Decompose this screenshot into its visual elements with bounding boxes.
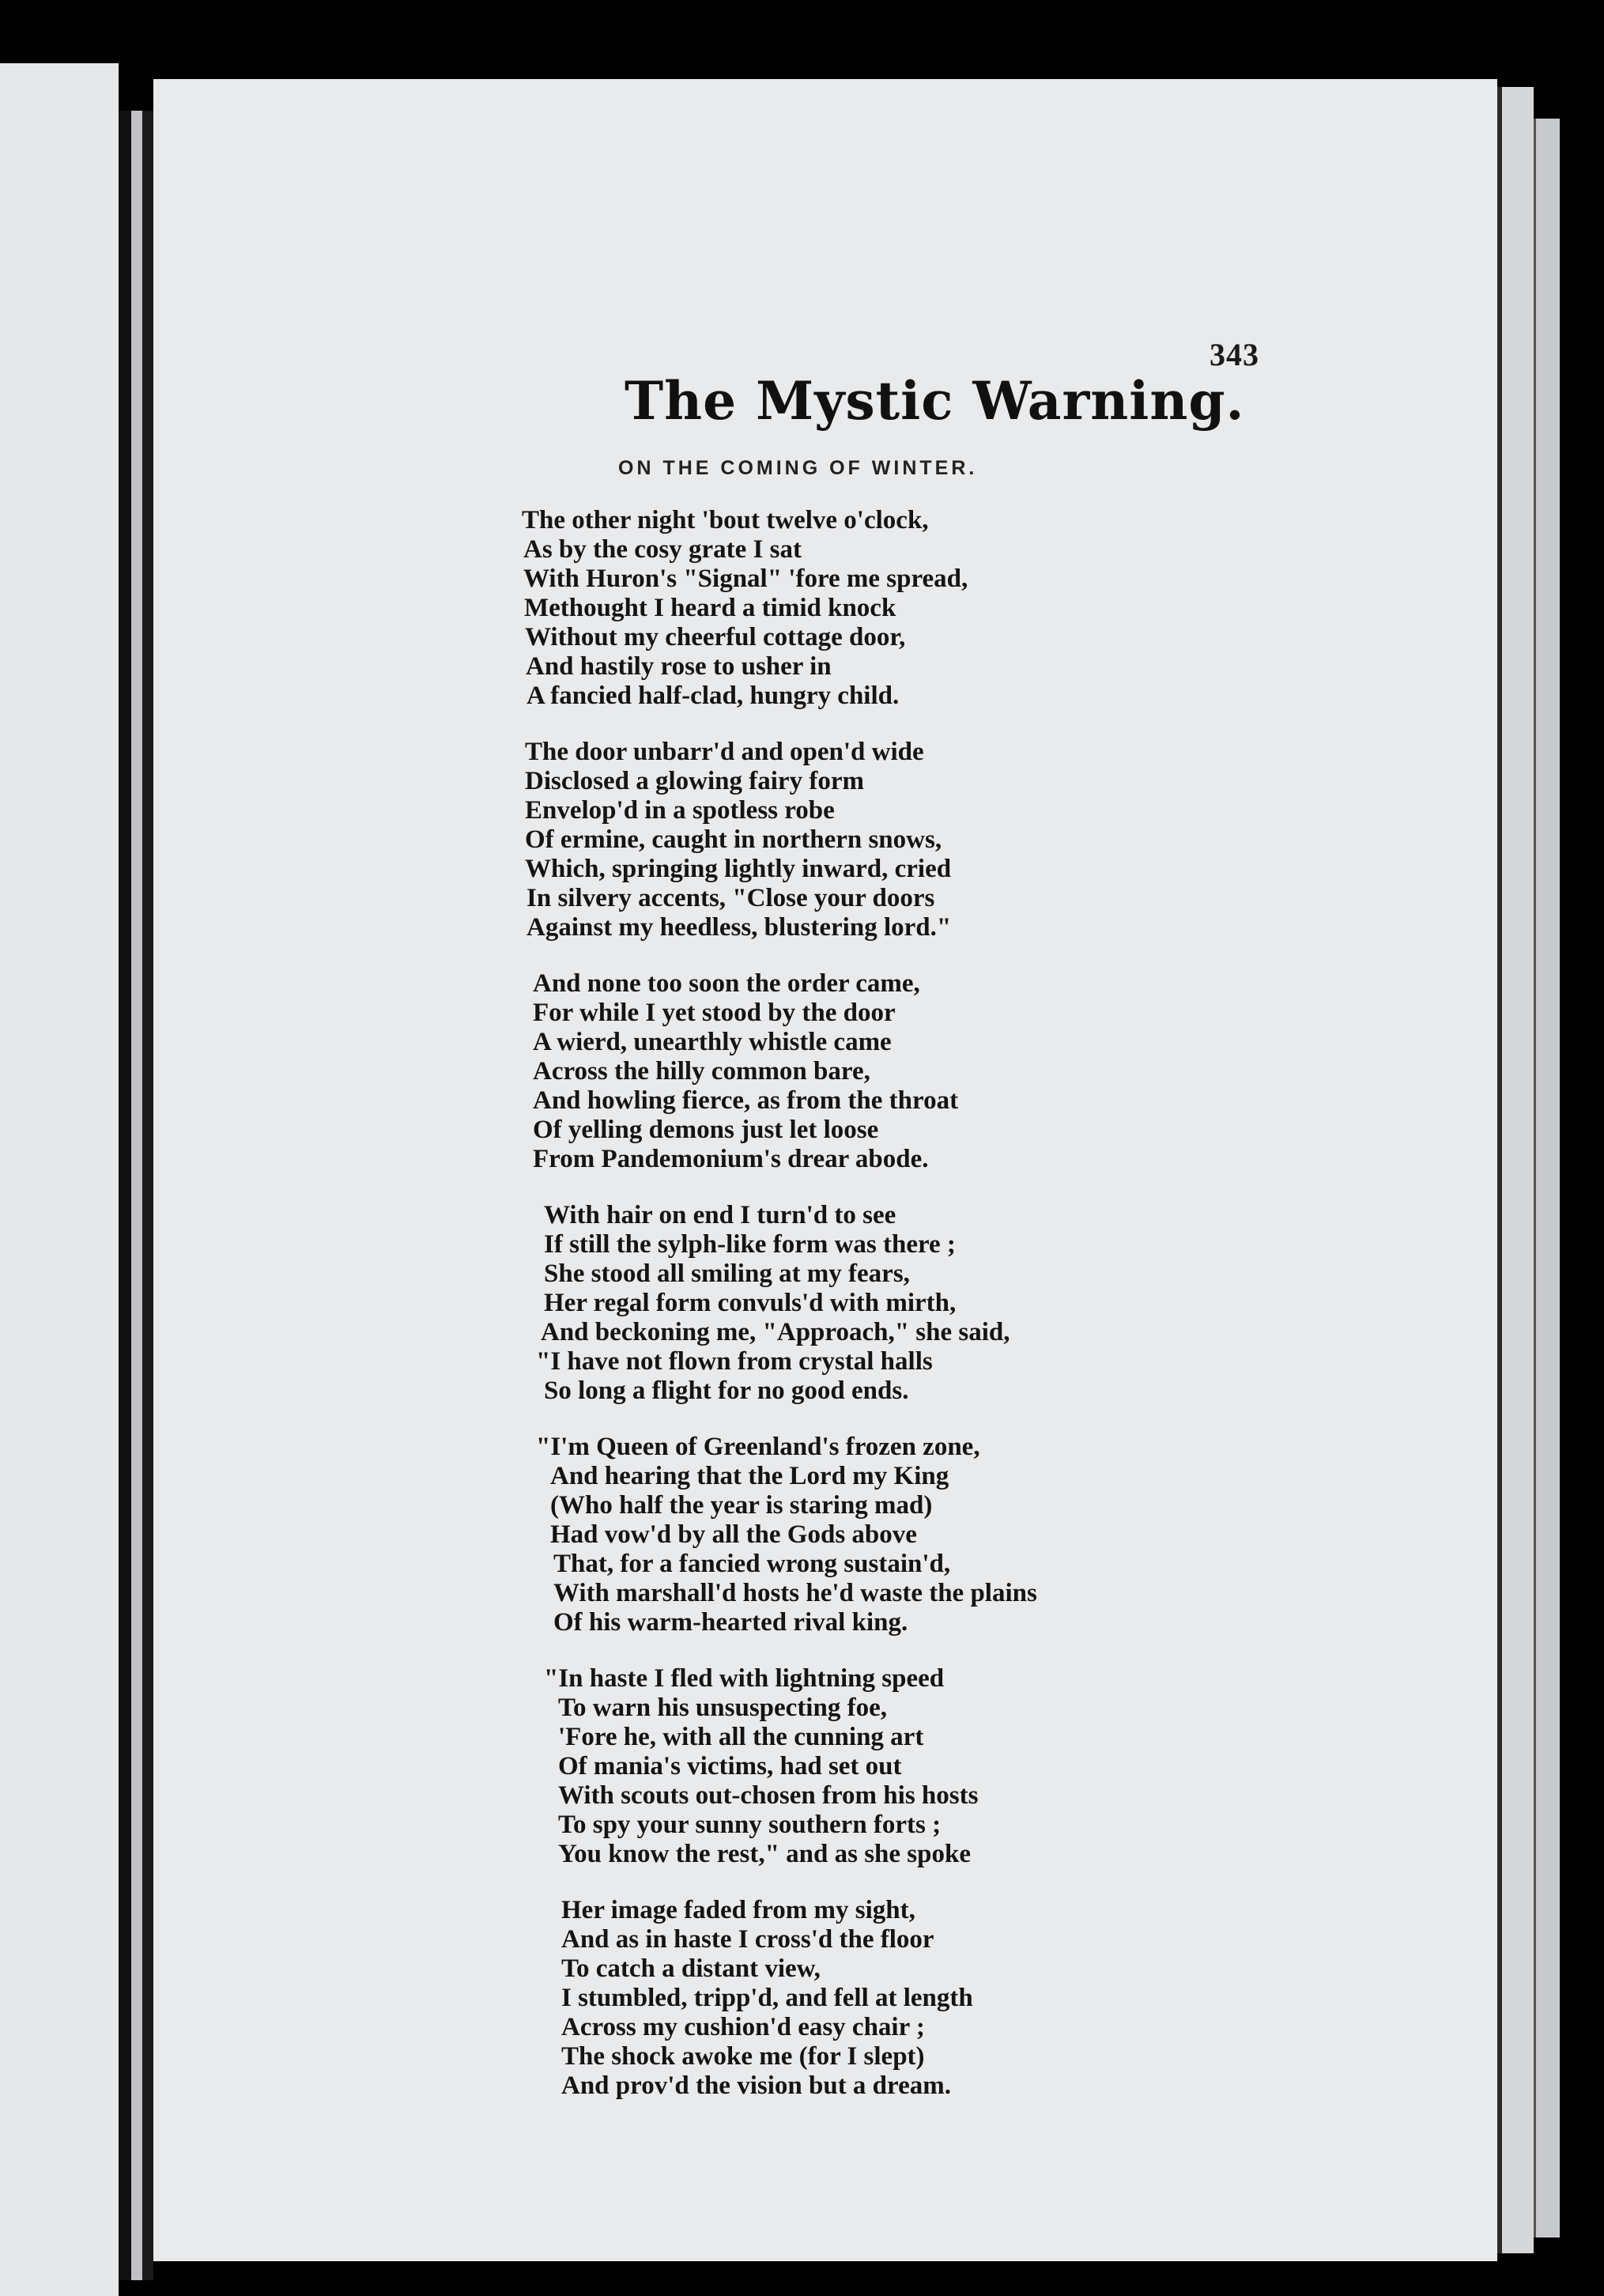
poem-line: With scouts out-chosen from his hosts [558,1781,979,1810]
poem-line: "I have not flown from crystal halls [536,1347,933,1376]
page-number: 343 [1210,337,1259,372]
poem-title: The Mystic Warning. [625,370,1245,432]
stanza [522,1664,1170,1869]
poem-subtitle: ON THE COMING OF WINTER. [618,457,978,479]
poem-line: A wierd, unearthly whistle came [533,1028,892,1056]
poem-line: And as in haste I cross'd the floor [561,1925,934,1954]
poem-line: Which, springing lightly inward, cried [525,855,952,883]
poem-line: Her image faded from my sight, [561,1896,915,1924]
gutter-highlight [131,111,142,2280]
poem-line: "I'm Queen of Greenland's frozen zone, [536,1433,980,1461]
poem-line: Without my cheerful cottage door, [525,623,906,651]
poem-line: For while I yet stood by the door [533,999,896,1027]
poem-line: The shock awoke me (for I slept) [561,2042,925,2071]
poem-line: With Huron's "Signal" 'fore me spread, [523,565,968,593]
poem-line: From Pandemonium's drear abode. [533,1145,929,1173]
poem-line: Had vow'd by all the Gods above [550,1520,917,1549]
poem-line: 'Fore he, with all the cunning art [558,1723,924,1751]
poem-line: Against my heedless, blustering lord." [526,913,952,942]
facing-page-edge [0,63,119,2296]
poem-line: And howling fierce, as from the throat [533,1086,959,1115]
poem-line: You know the rest," and as she spoke [558,1840,971,1868]
poem-line: That, for a fancied wrong sustain'd, [553,1550,951,1578]
poem-body [522,506,1170,2128]
poem-line: I stumbled, tripp'd, and fell at length [561,1984,973,2012]
poem-line: With hair on end I turn'd to see [544,1201,896,1229]
poem-line: A fancied half-clad, hungry child. [526,682,900,710]
poem-line: And none too soon the order came, [533,969,920,998]
poem-line: Of his warm-hearted rival king. [553,1608,908,1637]
stanza [522,506,1170,711]
gutter-shadow [119,111,131,2280]
poem-line: The door unbarr'd and open'd wide [525,738,924,766]
poem-line: To spy your sunny southern forts ; [558,1811,942,1839]
poem-line: So long a flight for no good ends. [544,1376,909,1405]
stanza [522,1433,1170,1637]
poem-line: And hearing that the Lord my King [550,1462,949,1490]
poem-line: Across my cushion'd easy chair ; [561,2013,925,2041]
poem-line: As by the cosy grate I sat [523,535,802,564]
stanza [522,1201,1170,1406]
poem-line: And hastily rose to usher in [526,652,832,681]
page-edge-right-outer [1534,119,1560,2237]
page-edge-right [1497,87,1534,2253]
poem-line: Disclosed a glowing fairy form [525,767,864,795]
poem-line: Envelop'd in a spotless robe [525,796,835,825]
poem-line: She stood all smiling at my fears, [544,1259,910,1288]
poem-line: And beckoning me, "Approach," she said, [541,1318,1010,1346]
poem-line: And prov'd the vision but a dream. [561,2071,951,2100]
poem-line: Of yelling demons just let loose [533,1116,879,1144]
stanza [522,738,1170,942]
poem-line: Across the hilly common bare, [533,1057,870,1086]
poem-line: Methought I heard a timid knock [524,594,896,622]
stanza [522,969,1170,1174]
poem-line: Her regal form convuls'd with mirth, [544,1289,957,1317]
gutter-shadow-inner [142,111,153,2280]
poem-line: The other night 'bout twelve o'clock, [522,506,929,534]
poem-line: To warn his unsuspecting foe, [558,1694,887,1722]
poem-line: Of mania's victims, had set out [558,1752,902,1781]
poem-line: In silvery accents, "Close your doors [526,884,935,912]
poem-line: With marshall'd hosts he'd waste the plains [553,1579,1037,1607]
poem-line: If still the sylph-like form was there ; [544,1230,956,1259]
poem-line: "In haste I fled with lightning speed [544,1664,945,1693]
stanza [522,1896,1170,2101]
poem-line: To catch a distant view, [561,1954,821,1983]
poem-line: Of ermine, caught in northern snows, [525,825,942,854]
poem-line: (Who half the year is staring mad) [550,1491,933,1520]
